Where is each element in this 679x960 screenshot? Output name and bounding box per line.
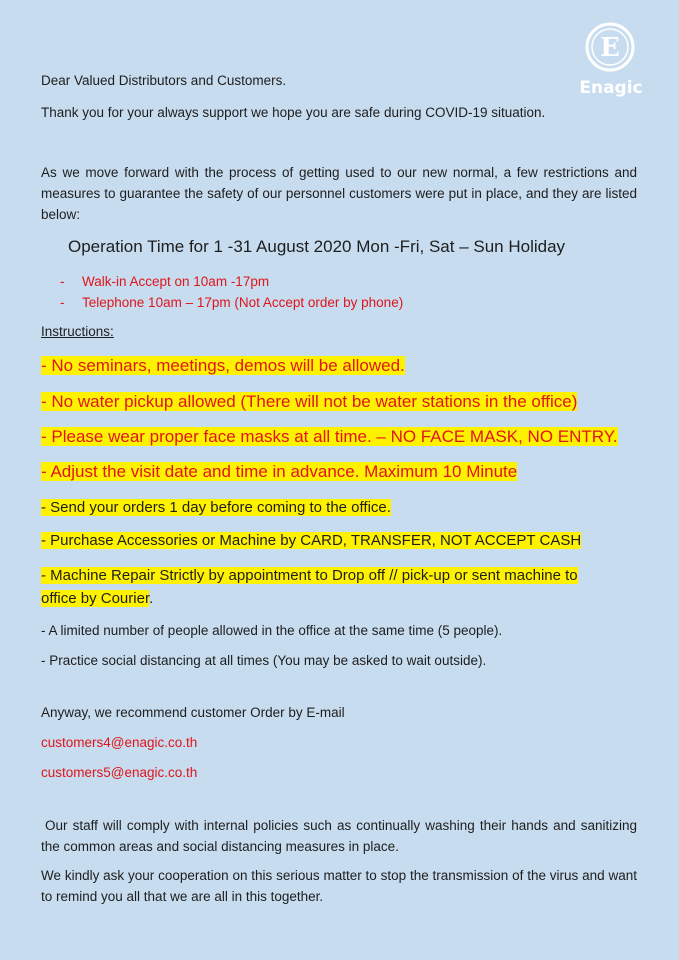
closing-paragraph: We kindly ask your cooperation on this serious matter to stop the transmission of the virus and want to remind you all that we are all in this together. bbox=[41, 868, 637, 904]
enagic-logo bbox=[575, 22, 647, 102]
rule-no-seminars: - No seminars, meetings, demos will be allowed. bbox=[41, 356, 405, 375]
hours-item: - Walk-in Accept on 10am -17pm bbox=[60, 274, 270, 289]
enagic-logo-mark bbox=[575, 22, 647, 82]
intro-paragraph: As we move forward with the process of getting used to our new normal, a few restrictions and measures to guarantee the safety of our personnel customers were put in place, and they are listed below: bbox=[41, 165, 637, 222]
instructions-heading: Instructions: bbox=[41, 324, 114, 339]
enagic-logo-text: Enagic bbox=[579, 78, 643, 98]
svg-text:E: E bbox=[600, 33, 620, 63]
rule-send-orders: - Send your orders 1 day before coming to the office. bbox=[41, 499, 391, 516]
hours-list bbox=[60, 271, 403, 313]
greeting: Dear Valued Distributors and Customers. bbox=[41, 73, 287, 88]
rule-machine-repair: - Machine Repair Strictly by appointment to Drop off // pick-up or sent machine to office by Courier. bbox=[41, 567, 578, 607]
rule-face-masks: - Please wear proper face masks at all time. – NO FACE MASK, NO ENTRY. bbox=[41, 427, 618, 446]
staff-paragraph: Our staff will comply with internal policies such as continually washing their hands and sanitizing the common areas and social distancing measures in place. bbox=[41, 818, 637, 854]
email-link[interactable]: customers4@enagic.co.th bbox=[41, 735, 198, 750]
rule-no-water: - No water pickup allowed (There will not be water stations in the office) bbox=[41, 392, 578, 411]
rule-payment: - Purchase Accessories or Machine by CARD, TRANSFER, NOT ACCEPT CASH bbox=[41, 532, 582, 549]
rule-visit-time: - Adjust the visit date and time in advance. Maximum 10 Minute bbox=[41, 462, 518, 481]
rule-limited-people: - A limited number of people allowed in the office at the same time (5 people). bbox=[41, 623, 503, 638]
operation-title: Operation Time for 1 -31 August 2020 Mon -Fri, Sat – Sun Holiday bbox=[68, 237, 566, 256]
hours-item: - Telephone 10am – 17pm (Not Accept order by phone) bbox=[60, 295, 404, 310]
recommend-line: Anyway, we recommend customer Order by E-mail bbox=[41, 705, 345, 720]
rule-social-distancing: - Practice social distancing at all times (You may be asked to wait outside). bbox=[41, 653, 487, 668]
thanks-line: Thank you for your always support we hope you are safe during COVID-19 situation. bbox=[41, 105, 546, 120]
email-link[interactable]: customers5@enagic.co.th bbox=[41, 765, 198, 780]
